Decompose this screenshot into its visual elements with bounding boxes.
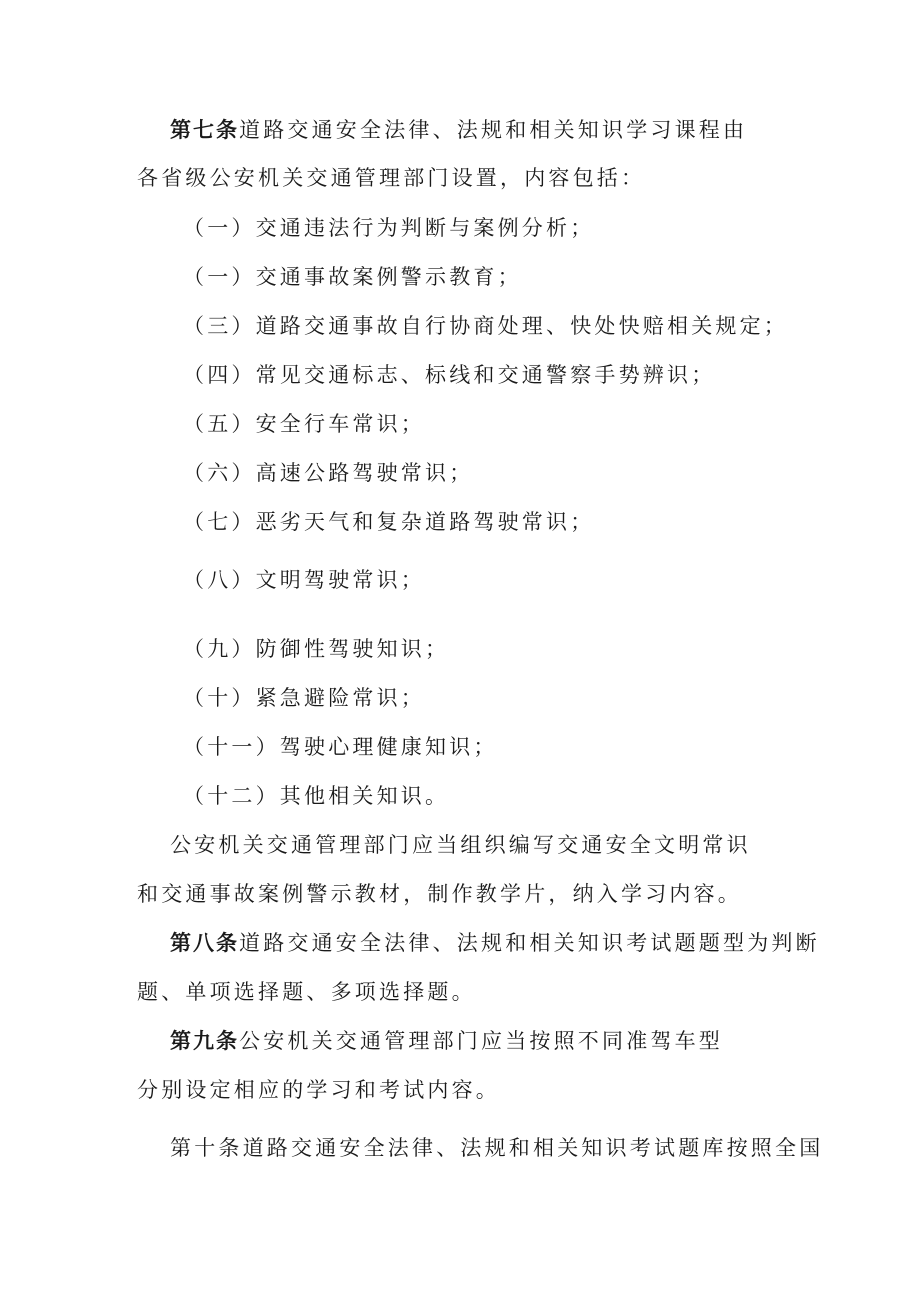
list-item: （三）道路交通事故自行协商处理、快处快赔相关规定； <box>183 314 788 338</box>
list-item: （十）紧急避险常识； <box>183 686 425 710</box>
article-9-heading: 第九条 <box>170 1028 239 1053</box>
list-item: （八）文明驾驶常识； <box>183 568 425 592</box>
article-7-heading: 第七条 <box>170 117 239 142</box>
article-8-heading: 第八条 <box>170 930 239 955</box>
list-item: （一）交通违法行为判断与案例分析； <box>183 216 595 240</box>
list-item: （七）恶劣天气和复杂道路驾驶常识； <box>183 510 595 534</box>
list-item: （一）交通事故案例警示教育； <box>183 265 522 289</box>
article-7-line-1 <box>170 115 747 145</box>
materials-line-1: 公安机关交通管理部门应当组织编写交通安全文明常识 <box>170 833 751 857</box>
article-8-line-2: 题、单项选择题、多项选择题。 <box>137 980 476 1004</box>
article-10-line-1: 第十条道路交通安全法律、法规和相关知识考试题库按照全国 <box>170 1136 824 1160</box>
article-9-line-1 <box>170 1026 723 1056</box>
article-7-text-1: 道路交通安全法律、法规和相关知识学习课程由 <box>239 118 748 142</box>
article-7-line-2: 各省级公安机关交通管理部门设置，内容包括： <box>137 166 646 190</box>
article-9-text-1: 公安机关交通管理部门应当按照不同准驾车型 <box>239 1029 723 1053</box>
list-item: （四）常见交通标志、标线和交通警察手势辨识； <box>183 363 716 387</box>
list-item: （九）防御性驾驶知识； <box>183 637 450 661</box>
article-8-text-1: 道路交通安全法律、法规和相关知识考试题题型为判断 <box>239 931 820 955</box>
list-item: （六）高速公路驾驶常识； <box>183 461 474 485</box>
list-item: （五）安全行车常识； <box>183 412 425 436</box>
list-item: （十二）其他相关知识。 <box>183 784 450 808</box>
materials-line-2: 和交通事故案例警示教材，制作教学片，纳入学习内容。 <box>137 882 742 906</box>
list-item: （十一）驾驶心理健康知识； <box>183 735 498 759</box>
article-8-line-1 <box>170 928 820 958</box>
article-9-line-2: 分别设定相应的学习和考试内容。 <box>137 1078 500 1102</box>
